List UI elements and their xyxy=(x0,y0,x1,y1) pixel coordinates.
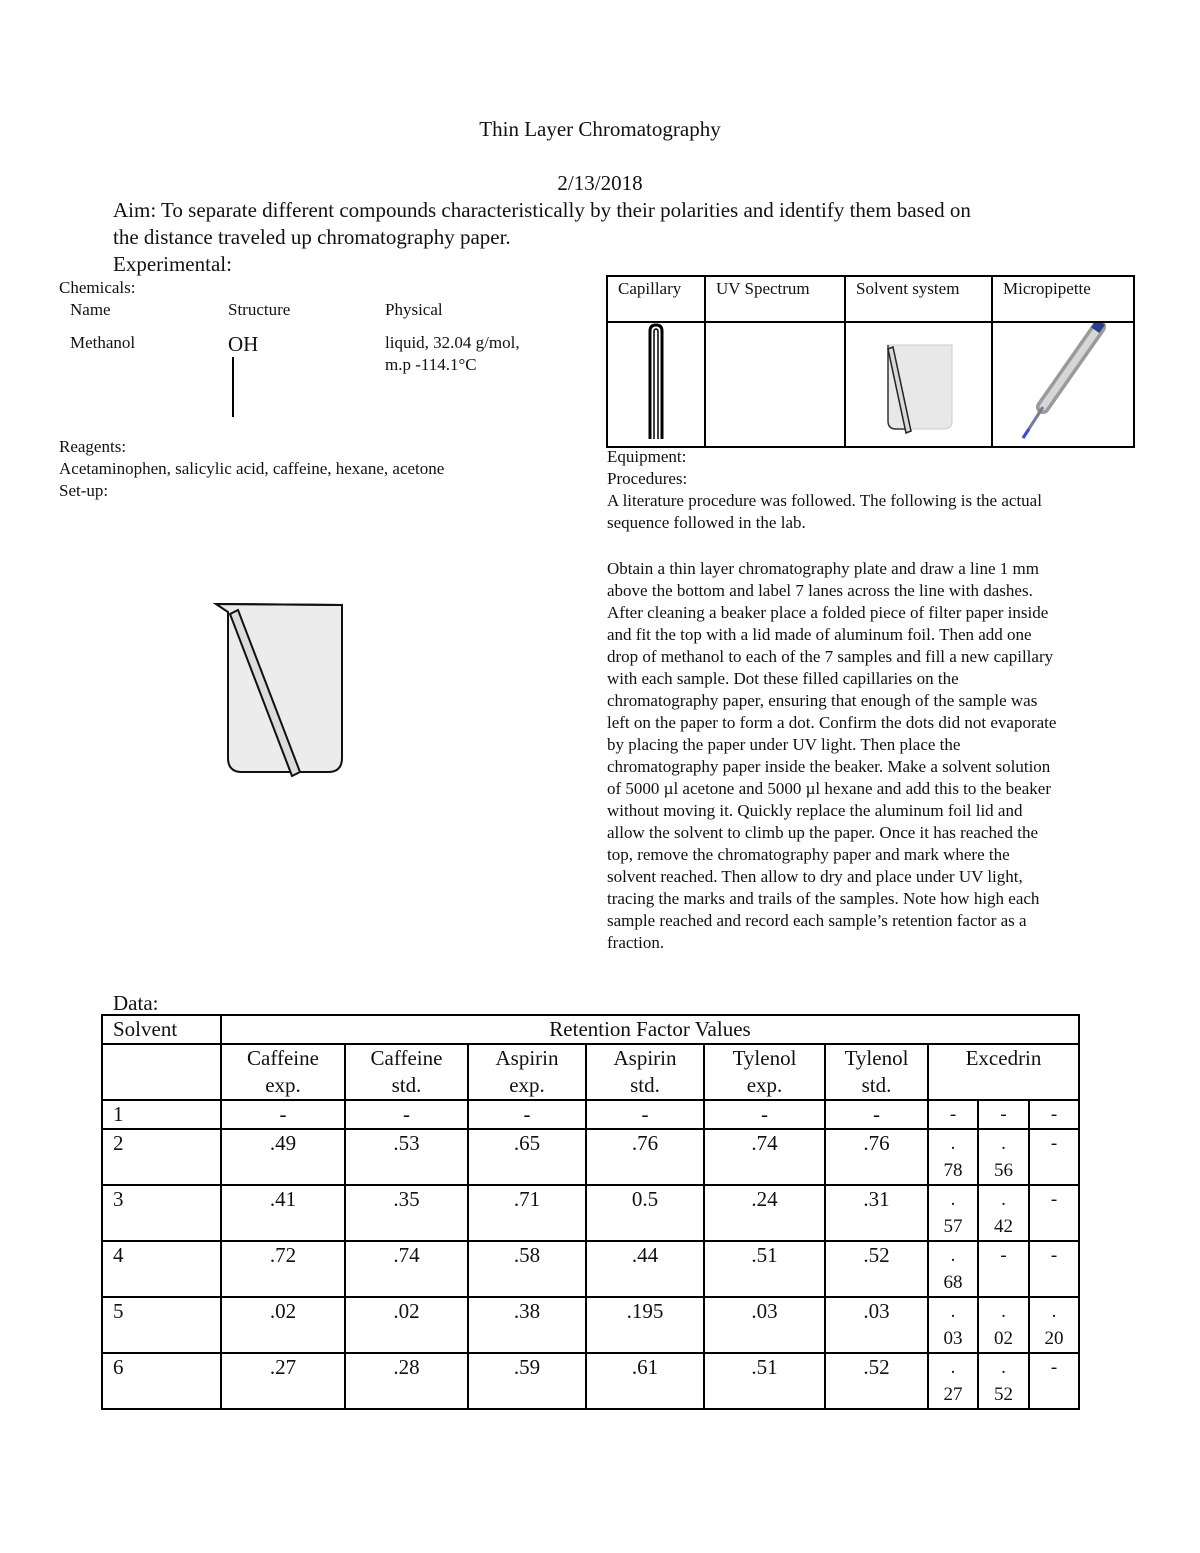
equip-header-capillary: Capillary xyxy=(607,276,705,322)
equip-header-solvent: Solvent system xyxy=(845,276,992,322)
excedrin-value-cell: - xyxy=(978,1241,1029,1297)
solvent-cell: 1 xyxy=(102,1100,221,1129)
procedures-body xyxy=(607,558,1147,954)
rf-value-cell: .61 xyxy=(586,1353,704,1409)
equipment-label: Equipment: xyxy=(607,447,687,466)
excedrin-digits: 78 xyxy=(943,1160,963,1181)
rf-value-cell: 0.5 xyxy=(586,1185,704,1241)
procedures-line: After cleaning a beaker place a folded piece of filter paper inside xyxy=(607,603,1049,622)
col-header: Caffeine exp. xyxy=(221,1044,345,1100)
excedrin-digits: 57 xyxy=(943,1216,963,1237)
procedures-line: fraction. xyxy=(607,933,665,952)
rf-value-cell: .195 xyxy=(586,1297,704,1353)
excedrin-value-cell xyxy=(928,1353,978,1409)
capillary-cell xyxy=(607,322,705,447)
beaker-setup-icon xyxy=(210,598,350,783)
procedures-line: sample reached and record each sample’s retention factor as a xyxy=(607,911,1027,930)
table-row xyxy=(102,1185,1079,1241)
rf-value-cell: .27 xyxy=(221,1353,345,1409)
procedures-line: of 5000 µl acetone and 5000 µl hexane and add this to the beaker xyxy=(607,779,1051,798)
table-row xyxy=(102,1129,1079,1185)
reagents-label: Reagents: xyxy=(59,437,127,456)
excedrin-value-cell: - xyxy=(1029,1241,1079,1297)
procedures-line: left on the paper to form a dot. Confirm the dots did not evaporate xyxy=(607,713,1057,732)
rf-value-cell: .52 xyxy=(825,1353,928,1409)
blank-header-cell xyxy=(102,1044,221,1100)
excedrin-digits: 02 xyxy=(994,1328,1013,1349)
excedrin-value-cell: - xyxy=(928,1100,978,1129)
rf-value-cell: .65 xyxy=(468,1129,586,1185)
rf-value-cell: .31 xyxy=(825,1185,928,1241)
excedrin-digits: 03 xyxy=(943,1328,963,1349)
retention-data-table xyxy=(101,1014,1080,1410)
rf-value-cell: - xyxy=(221,1100,345,1129)
procedures-line: chromatography paper inside the beaker. Make a solvent solution xyxy=(607,757,1051,776)
decimal-point: . xyxy=(950,1189,956,1210)
procedures-label: Procedures: xyxy=(607,469,688,488)
procedures-line: top, remove the chromatography paper and mark where the xyxy=(607,845,1010,864)
excedrin-digits: 20 xyxy=(1044,1328,1064,1349)
excedrin-value-cell: - xyxy=(1029,1353,1079,1409)
chem-structure: OH xyxy=(228,332,259,356)
rf-value-cell: .03 xyxy=(704,1297,825,1353)
table-row xyxy=(102,1241,1079,1297)
decimal-point: . xyxy=(1001,1133,1006,1154)
chem-header-structure: Structure xyxy=(228,300,291,319)
data-table-body xyxy=(102,1100,1079,1409)
chem-physical-1: liquid, 32.04 g/mol, xyxy=(385,333,520,352)
decimal-point: . xyxy=(1051,1301,1057,1322)
rf-value-cell: .51 xyxy=(704,1353,825,1409)
solvent-beaker-icon xyxy=(846,323,991,441)
decimal-point: . xyxy=(950,1301,956,1322)
excedrin-value-cell: - xyxy=(1029,1100,1079,1129)
excedrin-value-cell xyxy=(928,1185,978,1241)
decimal-point: . xyxy=(950,1133,956,1154)
rf-value-cell: .53 xyxy=(345,1129,468,1185)
procedures-line: chromatography paper, ensuring that enough of the sample was xyxy=(607,691,1038,710)
table-row xyxy=(102,1100,1079,1129)
procedures-line: drop of methanol to each of the 7 samples and fill a new capillary xyxy=(607,647,1054,666)
solvent-system-cell xyxy=(845,322,992,447)
equip-header-uv: UV Spectrum xyxy=(705,276,845,322)
excedrin-digits: 52 xyxy=(994,1384,1013,1405)
reagents-list: Acetaminophen, salicylic acid, caffeine, hexane, acetone xyxy=(59,459,445,478)
aim-line-2: the distance traveled up chromatography paper. xyxy=(113,225,511,249)
data-label: Data: xyxy=(113,991,159,1015)
procedures-line: tracing the marks and trails of the samples. Note how high each xyxy=(607,889,1040,908)
page-title: Thin Layer Chromatography xyxy=(479,117,721,141)
rf-value-cell: .38 xyxy=(468,1297,586,1353)
excedrin-value-cell xyxy=(1029,1297,1079,1353)
solvent-cell: 3 xyxy=(102,1185,221,1241)
equipment-table xyxy=(606,275,1135,448)
capillary-icon xyxy=(608,323,704,441)
rf-value-cell: .58 xyxy=(468,1241,586,1297)
rf-value-cell: - xyxy=(468,1100,586,1129)
rf-value-cell: .44 xyxy=(586,1241,704,1297)
col-header: Caffeine std. xyxy=(345,1044,468,1100)
rf-value-cell: - xyxy=(345,1100,468,1129)
group-header: Retention Factor Values xyxy=(221,1015,1079,1044)
solvent-cell: 4 xyxy=(102,1241,221,1297)
col-header: Tylenol exp. xyxy=(704,1044,825,1100)
procedures-line: and fit the top with a lid made of aluminum foil. Then add one xyxy=(607,625,1032,644)
procedures-intro-line: sequence followed in the lab. xyxy=(607,513,806,532)
excedrin-value-cell xyxy=(978,1185,1029,1241)
rf-value-cell: .03 xyxy=(825,1297,928,1353)
rf-value-cell: - xyxy=(704,1100,825,1129)
rf-value-cell: .02 xyxy=(345,1297,468,1353)
excedrin-value-cell: - xyxy=(1029,1185,1079,1241)
table-row xyxy=(102,1353,1079,1409)
col-header: Aspirin exp. xyxy=(468,1044,586,1100)
rf-value-cell: .72 xyxy=(221,1241,345,1297)
solvent-cell: 2 xyxy=(102,1129,221,1185)
decimal-point: . xyxy=(1001,1357,1006,1378)
rf-value-cell: .24 xyxy=(704,1185,825,1241)
rf-value-cell: .35 xyxy=(345,1185,468,1241)
chem-physical-2: m.p -114.1°C xyxy=(385,355,477,374)
equip-header-micropipette: Micropipette xyxy=(992,276,1134,322)
excedrin-digits: 56 xyxy=(994,1160,1013,1181)
rf-value-cell: .71 xyxy=(468,1185,586,1241)
solvent-header: Solvent xyxy=(102,1015,221,1044)
excedrin-digits: 27 xyxy=(943,1384,963,1405)
setup-label: Set-up: xyxy=(59,481,109,500)
table-row xyxy=(102,1297,1079,1353)
chem-header-name: Name xyxy=(70,300,111,319)
procedures-line: Obtain a thin layer chromatography plate and draw a line 1 mm xyxy=(607,559,1039,578)
experimental-label: Experimental: xyxy=(113,252,232,276)
excedrin-value-cell: - xyxy=(1029,1129,1079,1185)
rf-value-cell: .74 xyxy=(704,1129,825,1185)
chem-name: Methanol xyxy=(70,333,136,352)
rf-value-cell: .52 xyxy=(825,1241,928,1297)
rf-value-cell: .59 xyxy=(468,1353,586,1409)
col-header: Tylenol std. xyxy=(825,1044,928,1100)
decimal-point: . xyxy=(950,1357,956,1378)
rf-value-cell: - xyxy=(586,1100,704,1129)
chemicals-label: Chemicals: xyxy=(59,278,136,297)
rf-value-cell: .76 xyxy=(825,1129,928,1185)
micropipette-icon xyxy=(993,323,1133,441)
excedrin-value-cell xyxy=(928,1129,978,1185)
rf-value-cell: .74 xyxy=(345,1241,468,1297)
decimal-point: . xyxy=(1001,1189,1006,1210)
excedrin-header: Excedrin xyxy=(928,1044,1079,1100)
excedrin-value-cell: - xyxy=(978,1100,1029,1129)
excedrin-value-cell xyxy=(978,1297,1029,1353)
bond-line xyxy=(232,357,234,417)
aim-line-1: Aim: To separate different compounds characteristically by their polarities and identify them based on xyxy=(113,198,971,222)
rf-value-cell: - xyxy=(825,1100,928,1129)
decimal-point: . xyxy=(950,1245,956,1266)
solvent-cell: 5 xyxy=(102,1297,221,1353)
date: 2/13/2018 xyxy=(557,171,643,195)
procedures-line: by placing the paper under UV light. Then place the xyxy=(607,735,961,754)
rf-value-cell: .76 xyxy=(586,1129,704,1185)
excedrin-value-cell xyxy=(978,1353,1029,1409)
col-header: Aspirin std. xyxy=(586,1044,704,1100)
excedrin-digits: 42 xyxy=(994,1216,1013,1237)
procedures-line: without moving it. Quickly replace the aluminum foil lid and xyxy=(607,801,1023,820)
procedures-line: solvent reached. Then allow to dry and place under UV light, xyxy=(607,867,1023,886)
procedures-line: allow the solvent to climb up the paper. Once it has reached the xyxy=(607,823,1039,842)
procedures-intro xyxy=(607,490,1147,534)
procedures-intro-line: A literature procedure was followed. The following is the actual xyxy=(607,491,1042,510)
excedrin-value-cell xyxy=(928,1241,978,1297)
excedrin-value-cell xyxy=(928,1297,978,1353)
excedrin-value-cell xyxy=(978,1129,1029,1185)
rf-value-cell: .02 xyxy=(221,1297,345,1353)
excedrin-digits: 68 xyxy=(943,1272,963,1293)
procedures-line: above the bottom and label 7 lanes across the line with dashes. xyxy=(607,581,1033,600)
uv-spectrum-cell xyxy=(705,322,845,447)
chem-header-physical: Physical xyxy=(385,300,443,319)
micropipette-cell xyxy=(992,322,1134,447)
rf-value-cell: .51 xyxy=(704,1241,825,1297)
rf-value-cell: .41 xyxy=(221,1185,345,1241)
solvent-cell: 6 xyxy=(102,1353,221,1409)
rf-value-cell: .49 xyxy=(221,1129,345,1185)
procedures-line: with each sample. Dot these filled capillaries on the xyxy=(607,669,959,688)
decimal-point: . xyxy=(1001,1301,1006,1322)
rf-value-cell: .28 xyxy=(345,1353,468,1409)
